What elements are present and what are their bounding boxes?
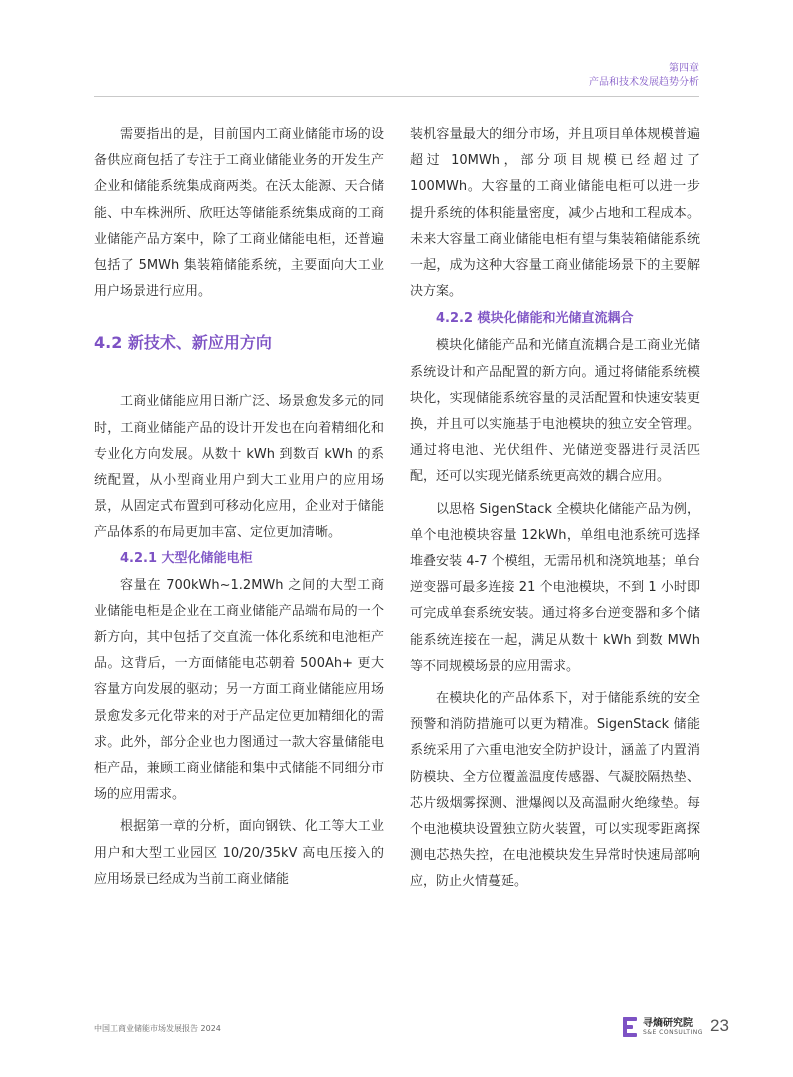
subsection-title: 4.2.1 大型化储能电柜 (120, 550, 253, 566)
subsection-title: 4.2.2 模块化储能和光储直流耦合 (436, 311, 634, 327)
chapter-subtitle: 产品和技术发展趋势分析 (589, 77, 699, 88)
header-divider (94, 96, 699, 97)
page-number: 23 (710, 1016, 729, 1035)
chapter-label: 第四章 (669, 63, 699, 74)
paragraph: 容量在 700kWh~1.2MWh 之间的大型工商业储能电柜是企业在工商业储能产品端布局的一个新方向，其中包括了交直流一体化系统和电池柜产品。这背后，一方面储能电芯朝着 500Ah+ 更大容量方向发展的驱动；另一方面工商业储能应用场景愈发多元化带来的对于产品定位更加精细化的需求。此外，部分企业也力图通过一款大容量储能电柜产品，兼顾工商业储能和集中式储能不同细分市场的应用需求。 (94, 577, 384, 803)
logo-name-en: S&E CONSULTING (643, 1028, 703, 1036)
paragraph: 在模块化的产品体系下，对于储能系统的安全预警和消防措施可以更为精准。SigenStack 储能系统采用了六重电池安全防护设计，涵盖了内置消防模块、全方位覆盖温度传感器、气凝胶隔热垫、芯片级烟雾探测、泄爆阀以及高温耐火绝缘垫。每个电池模块设置独立防火装置，可以实现零距离探测电芯热失控，在电池模块发生异常时快速局部响应，防止火情蔓延。 (410, 691, 700, 890)
running-header (399, 62, 699, 90)
paragraph: 需要指出的是，目前国内工商业储能市场的设备供应商包括了专注于工商业储能业务的开发生产企业和储能系统集成商两类。在沃太能源、天合储能、中车株洲所、欣旺达等储能系统集成商的工商业储能产品方案中，除了工商业储能电柜，还普遍包括了 5MWh 集装箱储能系统，主要面向大工业用户场景进行应用。 (94, 127, 384, 300)
report-title: 中国工商业储能市场发展报告 2024 (94, 1024, 221, 1033)
paragraph: 根据第一章的分析，面向钢铁、化工等大工业用户和大型工业园区 10/20/35kV 高电压接入的应用场景已经成为当前工商业储能 (94, 819, 384, 887)
logo-name-cn: 寻熵研究院 (643, 1017, 693, 1029)
right-column (410, 122, 700, 896)
paragraph: 模块化储能产品和光储直流耦合是工商业光储系统设计和产品配置的新方向。通过将储能系统模块化，实现储能系统容量的灵活配置和快速安装更换，并且可以实施基于电池模块的独立安全管理。通过将电池、光伏组件、光储逆变器进行灵活匹配，还可以实现光储系统更高效的耦合应用。 (410, 338, 700, 485)
left-column (94, 122, 384, 893)
paragraph: 装机容量最大的细分市场，并且项目单体规模普遍超过 10MWh，部分项目规模已经超过了 100MWh。大容量的工商业储能电柜可以进一步提升系统的体积能量密度，减少占地和工程成本。未来大容量工商业储能电柜有望与集装箱储能系统一起，成为这种大容量工商业储能场景下的主要解决方案。 (410, 127, 700, 300)
section-title: 4.2 新技术、新应用方向 (94, 333, 272, 353)
company-logo (623, 1017, 703, 1037)
paragraph: 以思格 SigenStack 全模块化储能产品为例，单个电池模块容量 12kWh，单组电池系统可选择堆叠安装 4-7 个模组，无需吊机和浇筑地基；单台逆变器可最多连接 21 个电池模块，不到 1 小时即可完成单套系统安装。通过将多台逆变器和多个储能系统连接在一起，满足从数十 kWh 到数 MWh 等不同规模场景的应用需求。 (410, 501, 700, 674)
logo-icon (623, 1017, 639, 1037)
paragraph: 工商业储能应用日渐广泛、场景愈发多元的同时，工商业储能产品的设计开发也在向着精细化和专业化方向发展。从数十 kWh 到数百 kWh 的系统配置，从小型商业用户到大工业用户的应用场景，从固定式布置到可移动化应用，企业对于储能产品体系的布局更加丰富、定位更加清晰。 (94, 394, 384, 541)
